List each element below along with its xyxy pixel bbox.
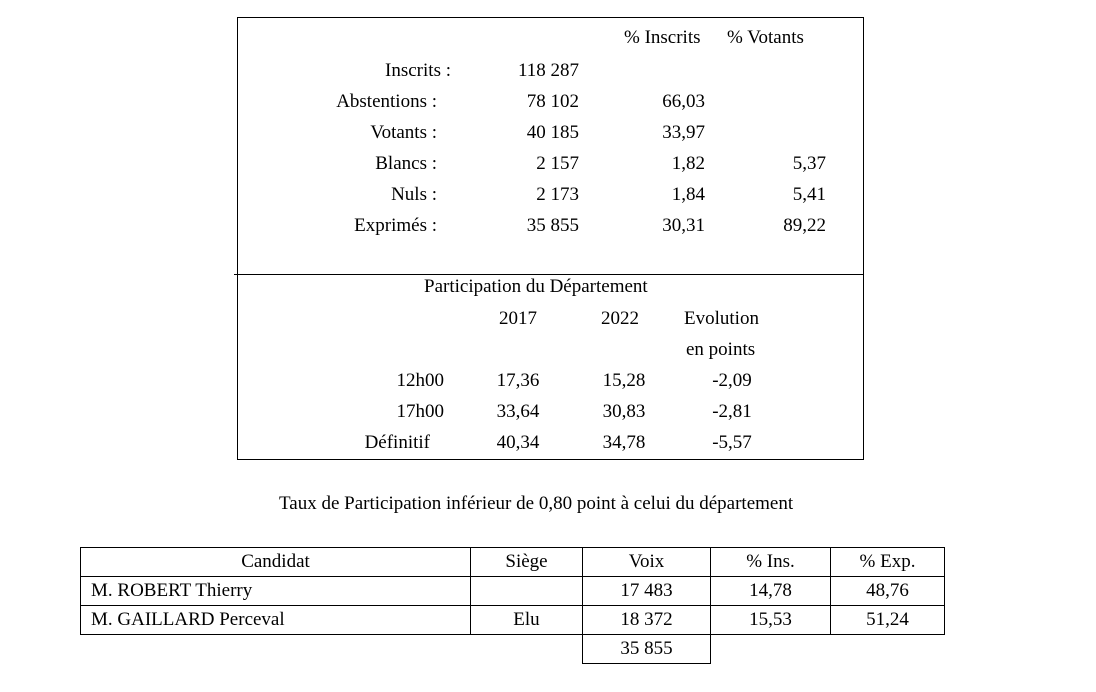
candidate-siege <box>471 577 583 606</box>
candidate-voix: 17 483 <box>583 577 711 606</box>
participation-label: Définitif <box>364 432 430 453</box>
participation-note: Taux de Participation inférieur de 0,80 point à celui du département <box>279 493 794 514</box>
participation-evolution: -2,81 <box>712 401 752 422</box>
summary-value: 2 157 <box>536 153 579 174</box>
summary-value: 40 185 <box>526 122 579 143</box>
summary-label: Exprimés : <box>354 215 437 236</box>
summary-pct-inscrits: 1,82 <box>671 153 705 174</box>
participation-evolution: -2,09 <box>712 370 752 391</box>
summary-value: 78 102 <box>526 91 579 112</box>
participation-2017: 17,36 <box>496 370 540 391</box>
header-candidat: Candidat <box>81 548 471 577</box>
summary-pct-votants: 5,37 <box>792 153 826 174</box>
empty-cell <box>471 635 583 664</box>
summary-pct-inscrits: 30,31 <box>662 215 705 236</box>
participation-header-2017: 2017 <box>499 308 537 329</box>
empty-cell <box>711 635 831 664</box>
candidate-name: M. ROBERT Thierry <box>81 577 471 606</box>
participation-title: Participation du Département <box>424 276 648 297</box>
participation-label: 12h00 <box>396 370 444 391</box>
participation-label: 17h00 <box>396 401 444 422</box>
candidate-pct-exp: 51,24 <box>831 606 945 635</box>
candidate-voix: 18 372 <box>583 606 711 635</box>
participation-header-2022: 2022 <box>601 308 639 329</box>
candidates-table <box>80 547 945 664</box>
summary-label: Votants : <box>370 122 437 143</box>
summary-label: Abstentions : <box>336 91 437 112</box>
summary-pct-votants: 89,22 <box>783 215 826 236</box>
header-pct-ins: % Ins. <box>711 548 831 577</box>
header-pct-votants: % Votants <box>727 27 804 48</box>
participation-evolution: -5,57 <box>712 432 752 453</box>
summary-pct-inscrits: 66,03 <box>662 91 705 112</box>
summary-pct-votants: 5,41 <box>792 184 826 205</box>
box-joint <box>234 274 238 275</box>
table-row <box>81 606 945 635</box>
summary-label: Blancs : <box>375 153 437 174</box>
header-voix: Voix <box>583 548 711 577</box>
candidate-pct-ins: 14,78 <box>711 577 831 606</box>
participation-2022: 30,83 <box>602 401 646 422</box>
table-header-row <box>81 548 945 577</box>
summary-value: 35 855 <box>526 215 579 236</box>
empty-cell <box>831 635 945 664</box>
summary-value: 118 287 <box>517 60 579 81</box>
participation-2017: 40,34 <box>496 432 540 453</box>
candidate-name: M. GAILLARD Perceval <box>81 606 471 635</box>
participation-2022: 34,78 <box>602 432 646 453</box>
candidate-pct-exp: 48,76 <box>831 577 945 606</box>
table-row <box>81 577 945 606</box>
participation-header-evolution: Evolution <box>684 308 759 329</box>
table-total-row <box>81 635 945 664</box>
empty-cell <box>81 635 471 664</box>
participation-header-evolution-units: en points <box>686 339 756 360</box>
summary-pct-inscrits: 33,97 <box>662 122 705 143</box>
summary-pct-inscrits: 1,84 <box>671 184 705 205</box>
summary-label: Nuls : <box>391 184 437 205</box>
candidate-pct-ins: 15,53 <box>711 606 831 635</box>
summary-label: Inscrits : <box>385 60 451 81</box>
total-voix: 35 855 <box>583 635 711 664</box>
header-pct-exp: % Exp. <box>831 548 945 577</box>
header-pct-inscrits: % Inscrits <box>624 27 701 48</box>
candidate-siege: Elu <box>471 606 583 635</box>
participation-2022: 15,28 <box>602 370 646 391</box>
header-siege: Siège <box>471 548 583 577</box>
participation-2017: 33,64 <box>496 401 540 422</box>
summary-value: 2 173 <box>536 184 579 205</box>
